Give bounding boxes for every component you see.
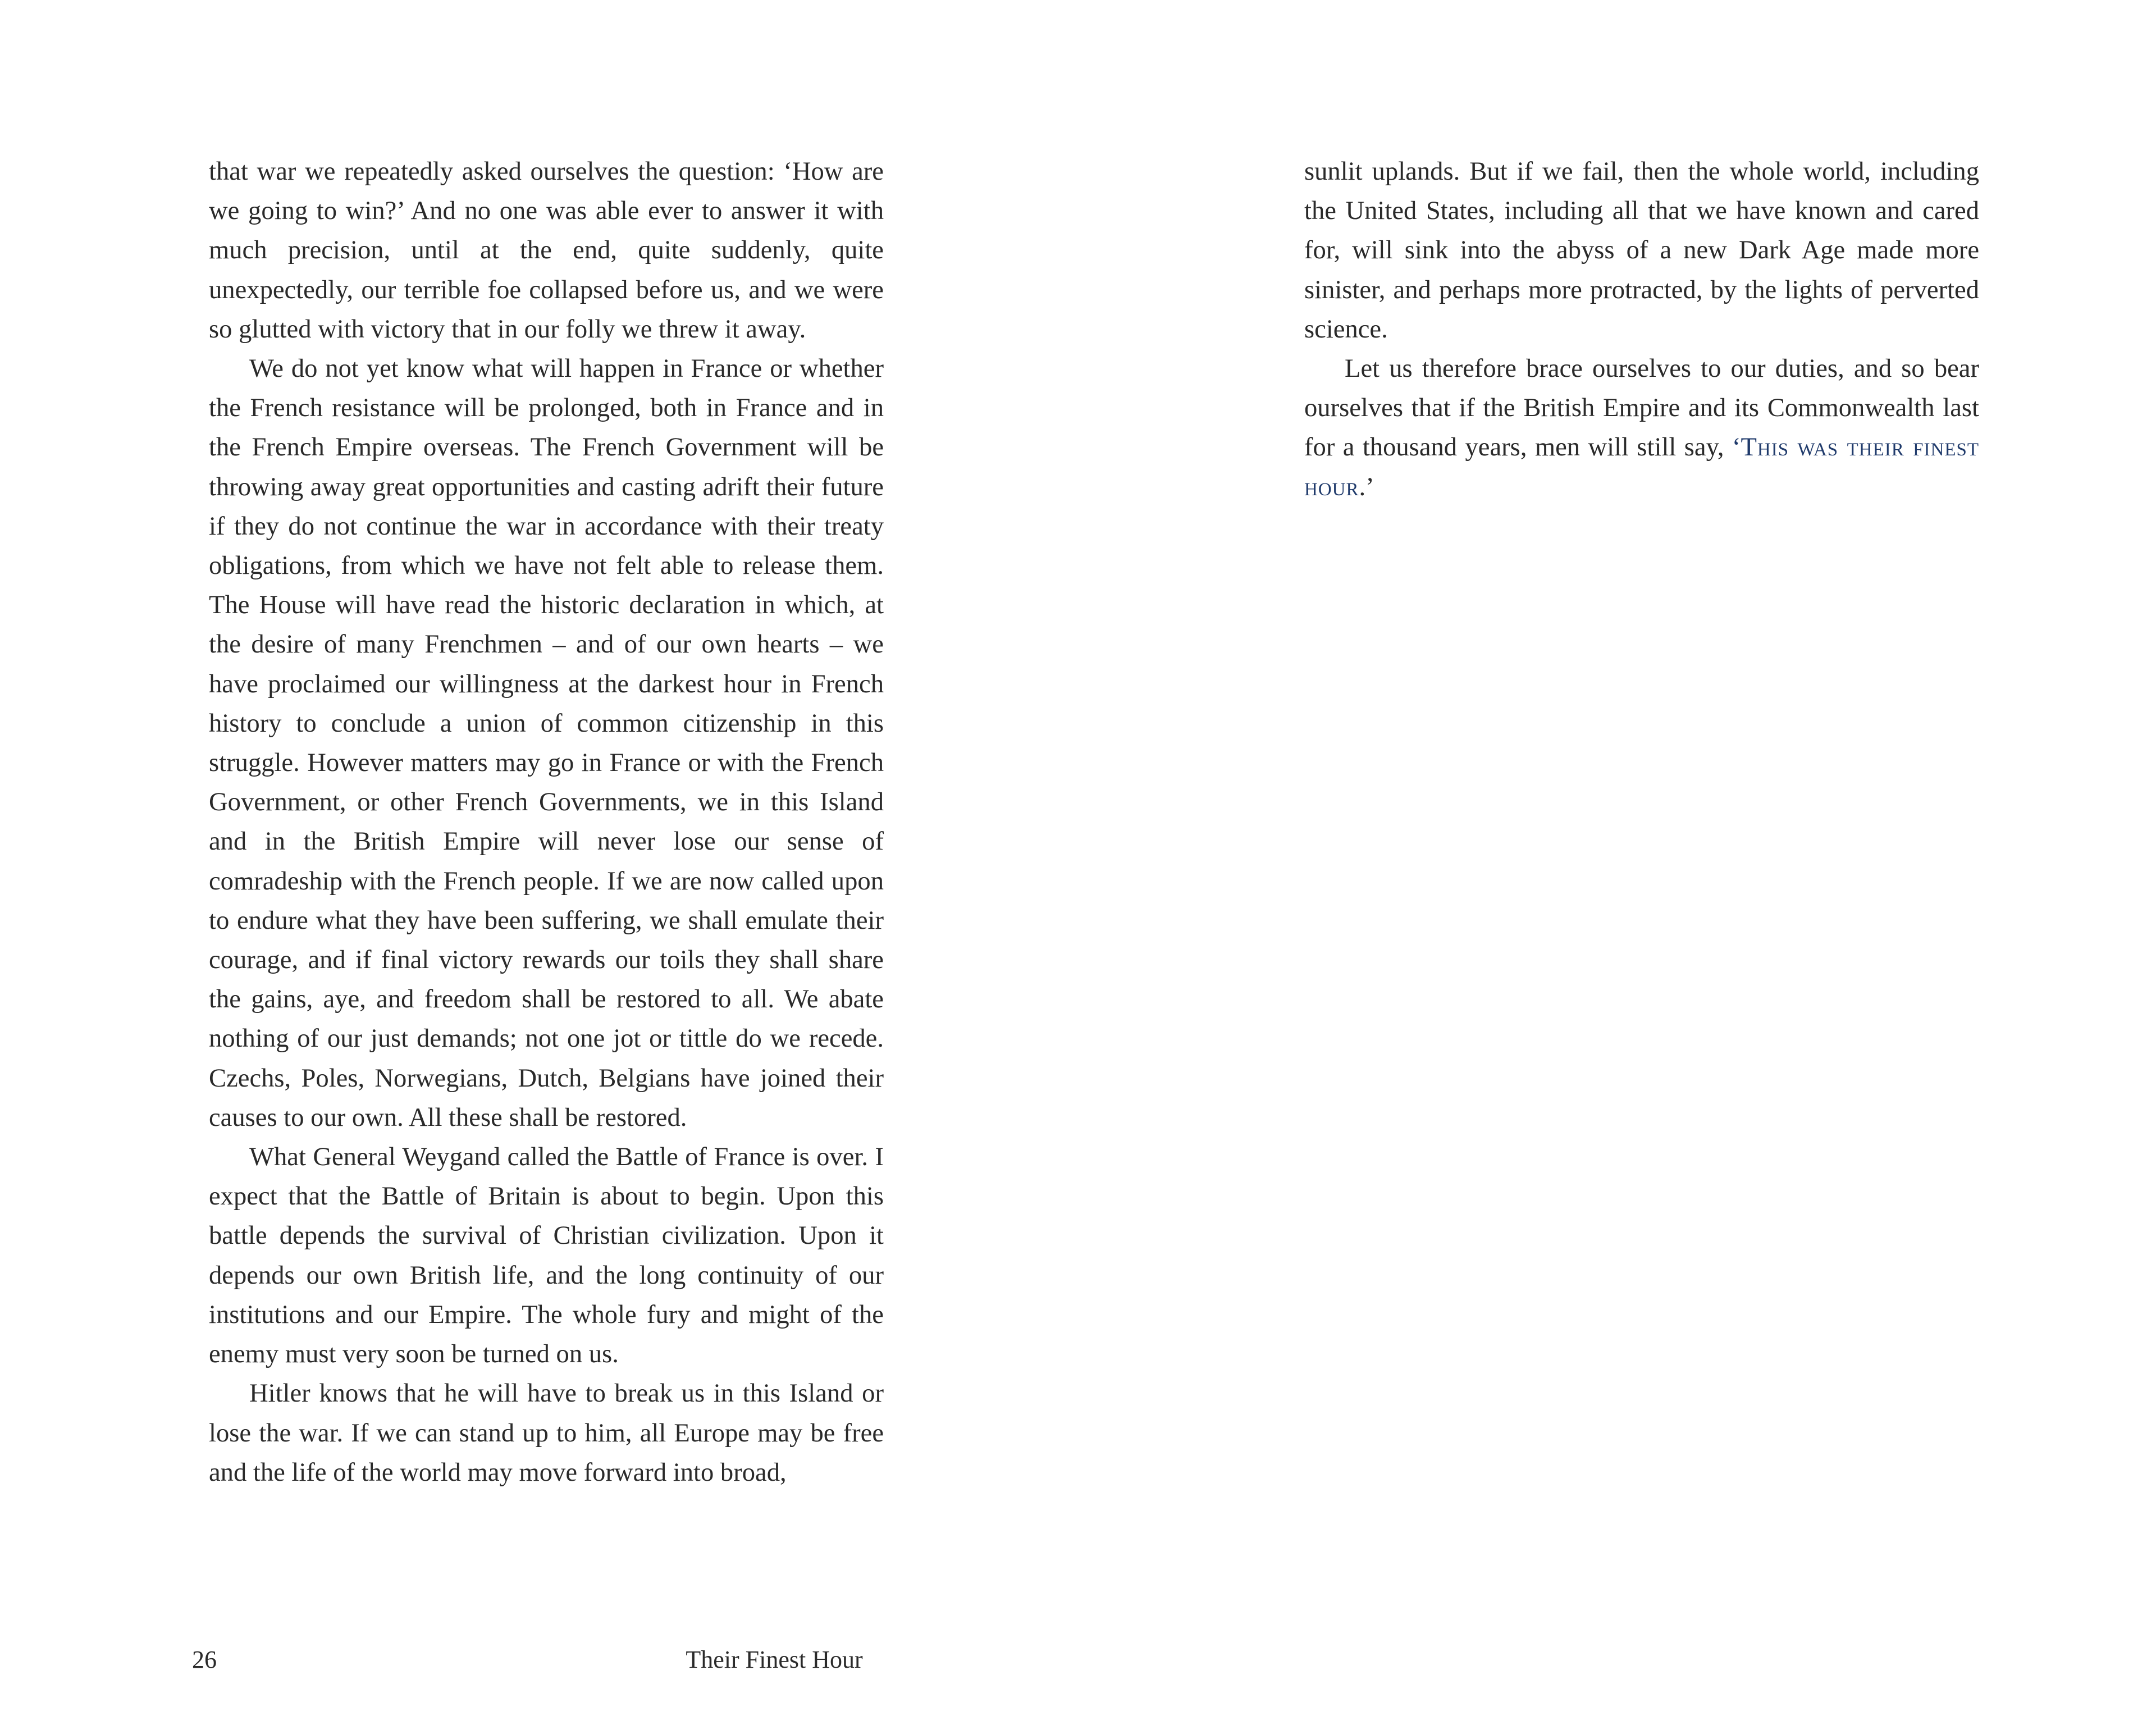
paragraph: What General Weygand called the Battle of France is over. I expect that the Battle of Britain is about to begin. Upon this battle depends the survival of Christian civilization. Upon it depends our own British life, and the long continuity of our institutions and our Empire. The whole fury and might of the enemy must very soon be turned on us. xyxy=(209,1142,884,1369)
page-number-left: 26 xyxy=(192,1646,217,1673)
paragraph: Hitler knows that he will have to break us in this Island or lose the war. If we can stand up to him, all Europe may be free and the life of the world may move forward into broad, xyxy=(209,1379,884,1487)
finest-hour-quote: This was their finest hour xyxy=(1304,432,1979,501)
running-head: Their Finest Hour xyxy=(686,1646,863,1673)
right-page xyxy=(1078,0,2156,1725)
paragraph: that war we repeatedly asked ourselves the question: ‘How are we going to win?’ And no one was able ever to answer it with much precision, until at the end, quite suddenly, quite unexpectedly, our terrible foe collapsed before us, and we were so glutted with victory that in our folly we threw it away. xyxy=(209,157,884,344)
final-paragraph-text: Let us therefore brace ourselves to our duties, and so bear ourselves that if the British Empire and its Commonwealth last for a thousand years, men will still say, xyxy=(1304,354,1979,462)
close-quote: .’ xyxy=(1359,472,1374,501)
left-page-text xyxy=(209,152,884,1492)
paragraph: sunlit uplands. But if we fail, then the whole world, including the United States, including all that we have known and cared for, will sink into the abyss of a new Dark Age made more sinister, and perhaps more protracted, by the lights of perverted science. xyxy=(1304,157,1979,344)
open-quote: ‘ xyxy=(1732,432,1741,462)
final-paragraph xyxy=(1304,349,1979,506)
right-page-text xyxy=(1304,152,1979,506)
paragraph: We do not yet know what will happen in France or whether the French resistance will be prolonged, both in France and in the French Empire overseas. The French Government will be throwing away great opportunities and casting adrift their future if they do not continue the war in accordance with their treaty obligations, from which we have not felt able to release them. The House will have read the historic declaration in which, at the desire of many Frenchmen – and of our own hearts – we have proclaimed our willingness at the darkest hour in French history to conclude a union of common citizenship in this struggle. However matters may go in France or with the French Government, or other French Governments, we in this Island and in the British Empire will never lose our sense of comradeship with the French people. If we are now called upon to endure what they have been suffering, we shall emulate their courage, and if final victory rewards our toils they shall share the gains, aye, and freedom shall be restored to all. We abate nothing of our just demands; not one jot or tittle do we recede. Czechs, Poles, Norwegians, Dutch, Belgians have joined their causes to our own. All these shall be restored. xyxy=(209,354,884,1132)
